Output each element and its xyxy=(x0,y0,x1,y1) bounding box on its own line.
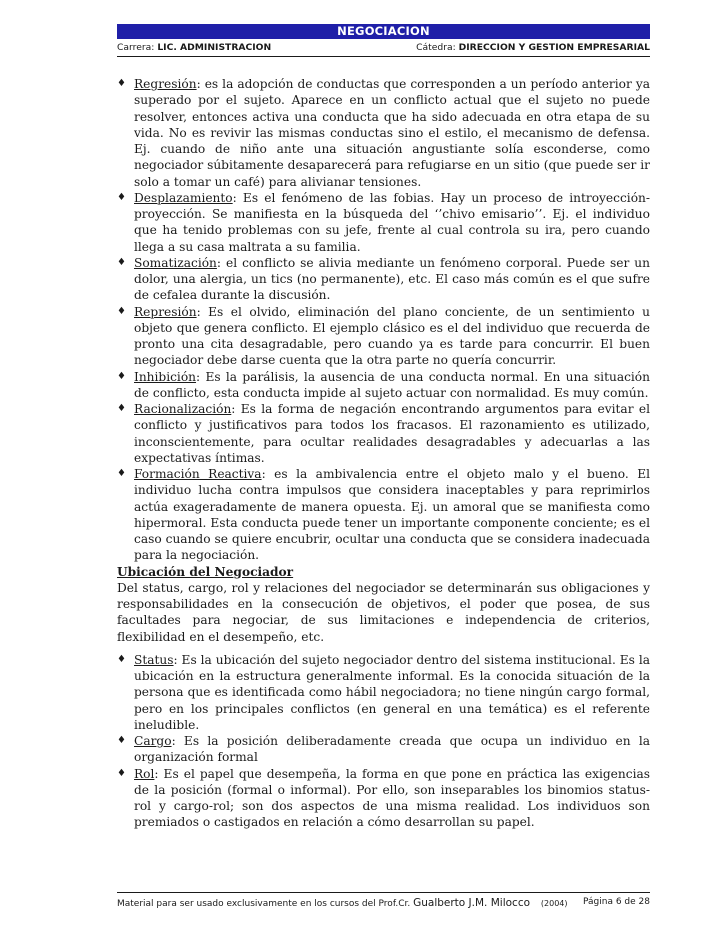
term-racionalizacion: Racionalización xyxy=(134,402,232,416)
term-cargo: Cargo xyxy=(134,734,172,748)
list-item xyxy=(117,733,650,766)
page-footer xyxy=(117,892,650,909)
definition-text: : el conflicto se alivia mediante un fenómeno corporal. Puede ser un dolor, una alergia, un tics (no permanente), etc. El caso más común es el que sufre de cefalea durante la discusión. xyxy=(134,255,650,303)
list-item xyxy=(117,766,650,831)
negotiator-position-list xyxy=(117,652,650,831)
catedra-info xyxy=(416,42,650,53)
diamond-bullet-icon: ♦ xyxy=(117,735,126,746)
list-item xyxy=(117,304,650,369)
footer-prefix: Material para ser usado exclusivamente en los cursos del Prof.Cr. xyxy=(117,899,411,909)
diamond-bullet-icon: ♦ xyxy=(117,256,126,268)
footer-author: Gualberto J.M. Milocco xyxy=(413,897,531,909)
course-subheader xyxy=(117,39,650,57)
page xyxy=(117,24,650,831)
section-heading: Ubicación del Negociador xyxy=(117,564,294,579)
list-item xyxy=(117,466,650,564)
catedra-value: DIRECCION Y GESTION EMPRESARIAL xyxy=(458,42,650,53)
definition-text: : Es el fenómeno de las fobias. Hay un proceso de introyección-proyección. Se manifiesta en la búsqueda del ‘’chivo emisario’’. Ej. el individuo que ha tenido problemas con su jefe, frente al cual controla su ira, pero cuando llega a su casa maltrata a su familia. xyxy=(134,190,650,254)
list-item xyxy=(117,369,650,402)
diamond-bullet-icon: ♦ xyxy=(117,468,126,479)
definition-text: : es la ambivalencia entre el objeto malo y el bueno. El individuo lucha contra impulsos que considera inaceptables y para reprimirlos actúa exageradamente de manera opuesta. Ej. un amoral que se manifiesta como hipermoral. Esta conducta puede tener un importante componente conciente; es el caso cuando se quiere encubrir, ocultar una conducta que se considera inadecuada para la negociación. xyxy=(134,467,650,563)
definition-text: : Es la forma de negación encontrando argumentos para evitar el conflicto y justificativos para todos los fracasos. El razonamiento es utilizado, inconscientemente, para ocultar realidades desagradables y adecuarlas a las expectativas íntimas. xyxy=(134,402,650,465)
list-item xyxy=(117,255,650,304)
definition-text: : Es el papel que desempeña, la forma en que pone en práctica las exigencias de la posición (formal o informal). Por ello, son inseparables los binomios status-rol y cargo-rol; son dos aspectos de una misma realidad. Los individuos son premiados o castigados en relación a cómo desarrollan su papel. xyxy=(134,766,650,830)
list-item xyxy=(117,652,650,733)
definition-text: : Es la ubicación del sujeto negociador dentro del sistema institucional. Es la ubicación en la estructura generalmente informal. Es la conocida situación de la persona que es identificada como hábil negociadora; no tiene ningún cargo formal, pero en los principales conflictos (en general en una temática) es el referente ineludible. xyxy=(134,652,650,732)
definition-text: : es la adopción de conductas que corresponden a un período anterior ya superado por el sujeto. Aparece en un conflicto actual que el sujeto no puede resolver, entonces activa una conducta que ha sido adecuada en otra etapa de su vida. No es revivir las mismas conductas sino el estilo, el mecanismo de defensa. Ej. cuando de niño ante una situación angustiante solía esconderse, como negociador súbitamente desaparecerá para refugiarse en un sitio (que puede ser ir solo a tomar un café) para alivianar tensiones. xyxy=(134,77,650,189)
diamond-bullet-icon: ♦ xyxy=(117,370,126,382)
term-rol: Rol xyxy=(134,766,155,781)
term-status: Status xyxy=(134,652,174,667)
footer-credit xyxy=(117,897,568,909)
list-item xyxy=(117,76,650,190)
diamond-bullet-icon: ♦ xyxy=(117,305,126,317)
section-intro-paragraph: Del status, cargo, rol y relaciones del negociador se determinarán sus obligaciones y responsabilidades en la consecución de objetivos, el poder que posea, de sus facultades para negociar, de sus limitaciones e independencia de criterios, flexibilidad en el desempeño, etc. xyxy=(117,580,650,644)
term-somatizacion: Somatización xyxy=(134,255,217,270)
list-item xyxy=(117,190,650,255)
definition-text: : Es la posición deliberadamente creada que ocupa un individuo en la organización formal xyxy=(134,734,650,765)
list-item xyxy=(117,401,650,466)
diamond-bullet-icon: ♦ xyxy=(117,653,126,665)
document-title-banner: NEGOCIACION xyxy=(117,24,650,39)
page-number: Página 6 de 28 xyxy=(583,897,650,907)
term-inhibicion: Inhibición xyxy=(134,369,197,384)
definition-text: : Es la parálisis, la ausencia de una conducta normal. En una situación de conflicto, esta conducta impide al sujeto actuar con normalidad. Es muy común. xyxy=(134,369,650,400)
diamond-bullet-icon: ♦ xyxy=(117,191,126,203)
catedra-label: Cátedra: xyxy=(416,42,456,53)
carrera-value: LIC. ADMINISTRACION xyxy=(157,42,272,53)
carrera-label: Carrera: xyxy=(117,42,155,53)
carrera-info xyxy=(117,42,271,53)
term-formacion-reactiva: Formación Reactiva xyxy=(134,467,262,481)
document-body xyxy=(117,76,650,831)
term-desplazamiento: Desplazamiento xyxy=(134,190,233,205)
term-regresion: Regresión xyxy=(134,77,197,91)
diamond-bullet-icon: ♦ xyxy=(117,403,126,414)
diamond-bullet-icon: ♦ xyxy=(117,78,126,89)
defense-mechanisms-list xyxy=(117,76,650,564)
term-represion: Represión xyxy=(134,304,197,319)
diamond-bullet-icon: ♦ xyxy=(117,767,126,779)
definition-text: : Es el olvido, eliminación del plano conciente, de un sentimiento u objeto que genera conflicto. El ejemplo clásico es el del individuo que recuerda de pronto una cita desagradable, pero cuando ya es tarde para concurrir. El buen negociador debe darse cuenta que la otra parte no quería concurrir. xyxy=(134,304,650,368)
footer-year: (2004) xyxy=(540,899,568,908)
